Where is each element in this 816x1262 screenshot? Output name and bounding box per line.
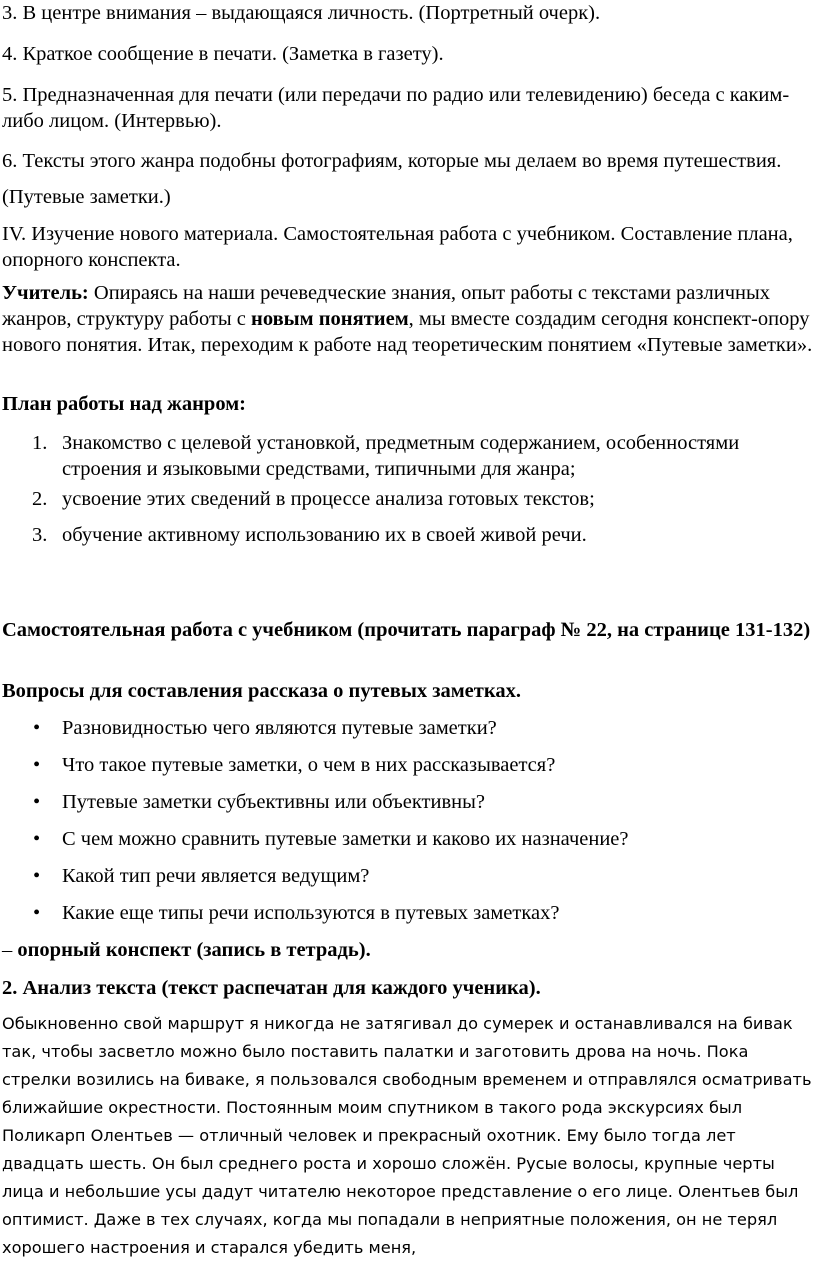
summary-dash: – (2, 939, 13, 961)
summary-line (2, 937, 814, 963)
teacher-text-after: , мы вместе создадим сегодня конспект-опору нового понятия. Итак, переходим к работе над теоретическим понятием «Путевые заметки». (2, 308, 813, 356)
teacher-text-before: Опираясь на наши речеведческие знания, опыт работы с текстами различных жанров, структуру работы с (2, 282, 771, 330)
teacher-paragraph (2, 280, 814, 358)
question-text: Какие еще типы речи используются в путевых заметках? (62, 902, 560, 924)
intro-item-4: 4. Краткое сообщение в печати. (Заметка в газету). (2, 43, 444, 65)
question-item (0, 826, 816, 852)
plan-item-text: обучение активному использованию их в своей живой речи. (62, 524, 587, 546)
intro-item-3: 3. В центре внимания – выдающаяся личность. (Портретный очерк). (2, 2, 601, 24)
plan-item (0, 430, 816, 482)
intro-item-6: 6. Тексты этого жанра подобны фотографиям, которые мы делаем во время путешествия. (2, 150, 782, 172)
plan-item (0, 486, 816, 512)
self-work-heading: Самостоятельная работа с учебником (прочитать параграф № 22, на странице 131-132) (2, 619, 811, 641)
question-text: Что такое путевые заметки, о чем в них рассказывается? (62, 754, 556, 776)
bullet-icon: • (33, 717, 41, 739)
intro-item-6-answer: (Путевые заметки.) (2, 186, 171, 208)
question-item (0, 789, 816, 815)
question-text: С чем можно сравнить путевые заметки и каково их назначение? (62, 828, 629, 850)
bullet-icon: • (33, 754, 41, 776)
analysis-text: Обыкновенно свой маршрут я никогда не затягивал до сумерек и останавливался на бивак так, чтобы засветло можно было поставить палатки и заготовить дрова на ночь. Пока стрелки возились на биваке, я пользовался свободным временем и отправлялся осматривать ближайшие окрестности. Постоянным моим спутником в такого рода экскурсиях был Поликарп Олентьев — отличный человек и прекрасный охотник. Ему было тогда лет двадцать шесть. Он был среднего роста и хорошо сложён. Русые волосы, крупные черты лица и небольшие усы дадут читателю некоторое представление о его лице. Олентьев был оптимист. Даже в тех случаях, когда мы попадали в неприятные положения, он не терял хорошего настроения и старался убедить меня, (2, 1014, 812, 1257)
plan-item-number: 2. (32, 488, 48, 510)
plan-item-text: усвоение этих сведений в процессе анализа готовых текстов; (62, 488, 595, 510)
bullet-icon: • (33, 902, 41, 924)
question-item (0, 863, 816, 889)
question-text: Какой тип речи является ведущим? (62, 865, 370, 887)
plan-item-number: 3. (32, 524, 48, 546)
plan-heading: План работы над жанром: (2, 393, 246, 415)
summary-text: опорный конспект (запись в тетрадь). (12, 939, 371, 961)
analysis-heading: 2. Анализ текста (текст распечатан для каждого ученика). (2, 977, 541, 999)
section-iv-paragraph: IV. Изучение нового материала. Самостоятельная работа с учебником. Составление плана, опорного конспекта. (2, 223, 793, 271)
bullet-icon: • (33, 865, 41, 887)
bullet-icon: • (33, 791, 41, 813)
question-text: Путевые заметки субъективны или объективны? (62, 791, 485, 813)
question-item (0, 715, 816, 741)
plan-item-text: Знакомство с целевой установкой, предметным содержанием, особенностями строения и языковыми средствами, типичными для жанра; (62, 432, 740, 480)
intro-item-5: 5. Предназначенная для печати (или передачи по радио или телевидению) беседа с каким-либо лицом. (Интервью). (2, 84, 790, 132)
plan-item-number: 1. (32, 432, 48, 454)
questions-heading: Вопросы для составления рассказа о путевых заметках. (2, 680, 521, 702)
question-text: Разновидностью чего являются путевые заметки? (62, 717, 497, 739)
question-item (0, 752, 816, 778)
teacher-bold-phrase: новым понятием (251, 308, 409, 330)
teacher-label: Учитель: (2, 282, 89, 304)
question-item (0, 900, 816, 926)
bullet-icon: • (33, 828, 41, 850)
plan-item (0, 522, 816, 548)
